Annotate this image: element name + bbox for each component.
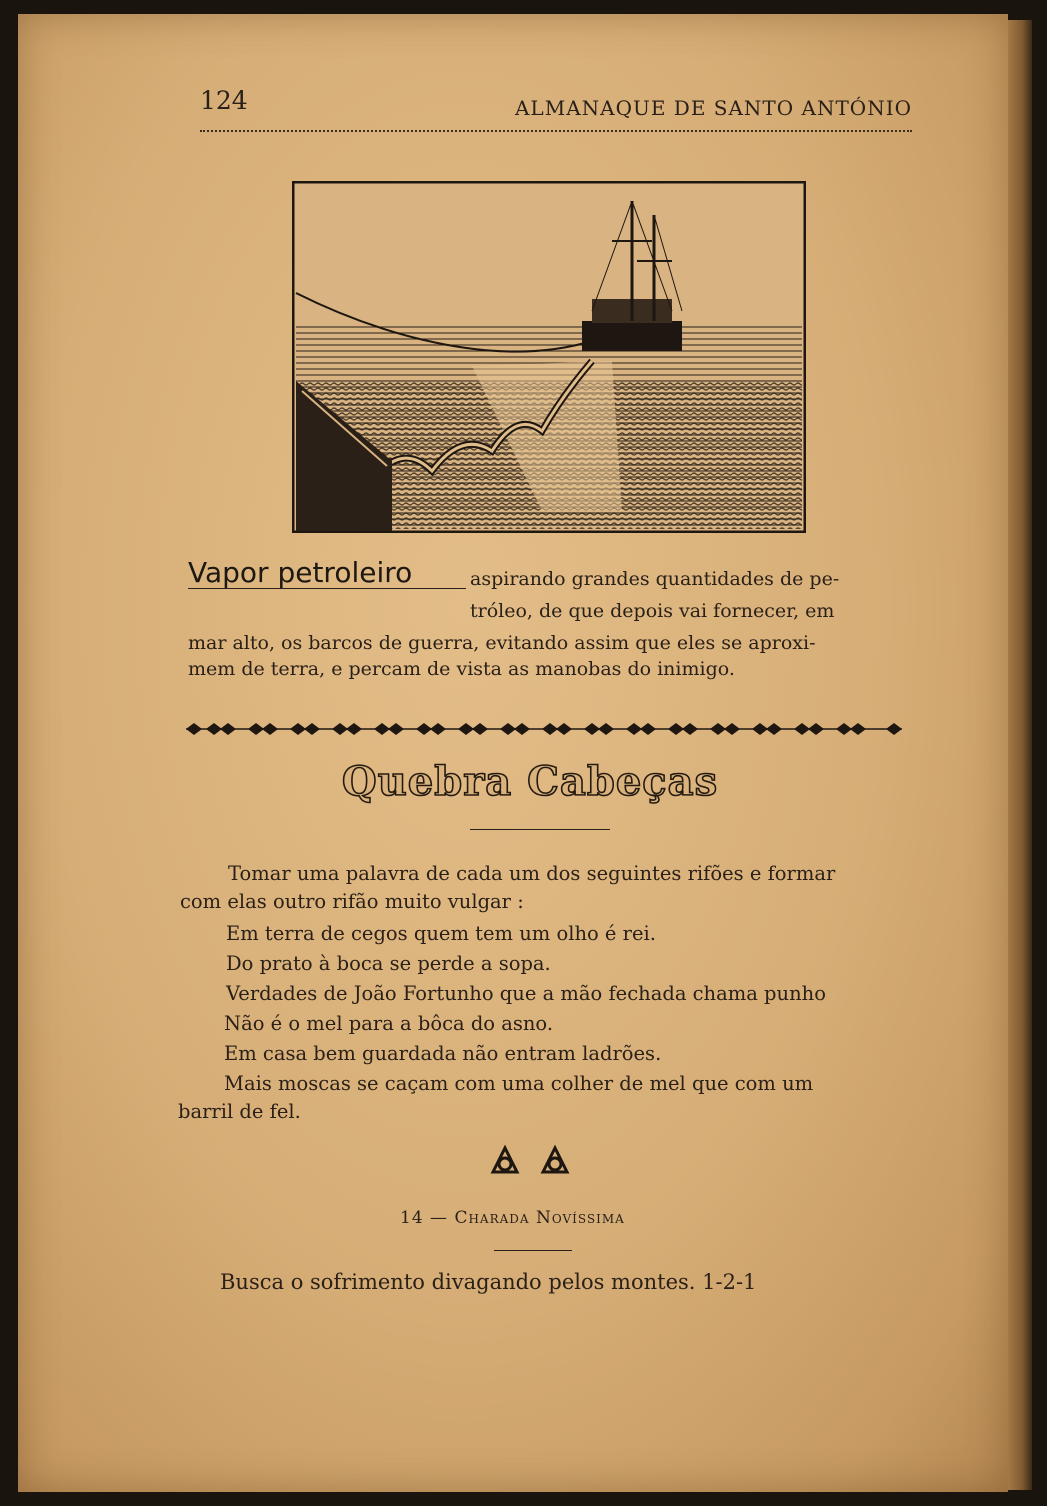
header-rule <box>200 130 912 132</box>
page-edge <box>1008 20 1032 1490</box>
proverb-5: Em casa bem guardada não entram ladrões. <box>224 1042 662 1065</box>
puzzle-line-1: Tomar uma palavra de cada um dos seguintes rifões e formar <box>228 862 836 885</box>
proverb-1: Em terra de cegos quem tem um olho é rei. <box>226 922 656 945</box>
section-title: Quebra Cabeças <box>341 758 719 805</box>
proverb-3: Verdades de João Fortunho que a mão fechada chama punho <box>226 982 826 1005</box>
charada-rule <box>494 1250 572 1251</box>
caption-line-1: aspirando grandes quantidades de pe- <box>470 568 840 590</box>
fleuron-ornaments <box>485 1142 585 1176</box>
proverb-4: Não é o mel para a bôca do asno. <box>224 1012 554 1035</box>
proverb-2: Do prato à boca se perde a sopa. <box>226 952 551 975</box>
page-number: 124 <box>200 86 248 115</box>
charada-question: Busca o sofrimento divagando pelos montes. 1-2-1 <box>220 1270 757 1294</box>
charada-heading: 14 — Charada Novíssima <box>400 1208 625 1228</box>
proverb-6-continued: barril de fel. <box>178 1100 301 1123</box>
proverb-6: Mais moscas se caçam com uma colher de mel que com um <box>224 1072 814 1095</box>
caption <box>188 556 908 680</box>
caption-line-2: tróleo, de que depois vai fornecer, em <box>470 600 835 622</box>
puzzle-line-2: com elas outro rifão muito vulgar : <box>180 890 524 913</box>
ornamental-divider <box>186 718 902 740</box>
caption-line-4: mem de terra, e percam de vista as manobas do inimigo. <box>188 658 735 680</box>
running-title: ALMANAQUE DE SANTO ANTÓNIO <box>514 96 912 120</box>
caption-lead: Vapor petroleiro <box>188 560 466 589</box>
title-rule <box>470 829 610 830</box>
caption-line-3: mar alto, os barcos de guerra, evitando assim que eles se aproxi- <box>188 632 816 654</box>
ship-engraving <box>292 181 806 533</box>
